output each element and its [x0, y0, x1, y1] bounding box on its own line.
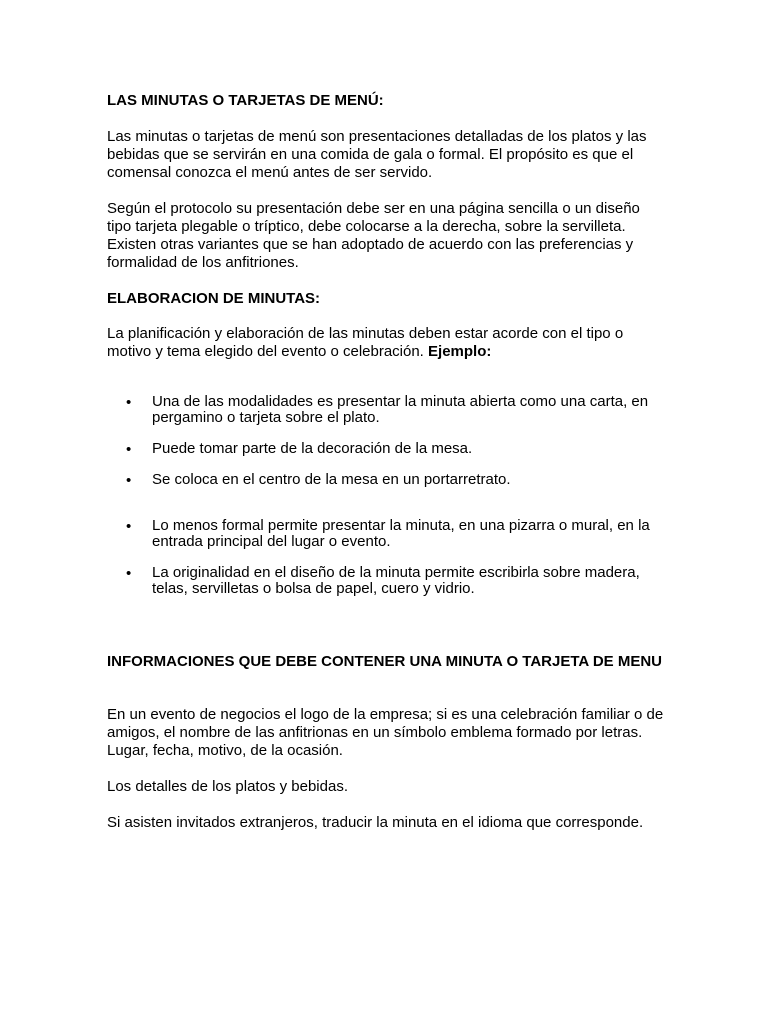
paragraph-definicion: Las minutas o tarjetas de menú son presentaciones detalladas de los platos y las bebidas que se servirán en una comida de gala o formal. El propósito es que el comensal conozca el menú antes de ser servido.: [107, 128, 647, 181]
bullet-icon: •: [126, 565, 132, 582]
paragraph-invitados: Si asisten invitados extranjeros, traducir la minuta en el idioma que corresponde.: [107, 814, 644, 831]
section-title-informaciones: INFORMACIONES QUE DEBE CONTENER UNA MINUTA O TARJETA DE MENU: [107, 653, 663, 670]
ejemplo-label: Ejemplo:: [428, 343, 492, 360]
paragraph-detalles: Los detalles de los platos y bebidas.: [107, 778, 348, 795]
list-item-text: Puede tomar parte de la decoración de la mesa.: [152, 440, 473, 457]
paragraph-planificacion: [107, 325, 667, 361]
list-item-text: La originalidad en el diseño de la minuta permite escribirla sobre madera, telas, servilletas o bolsa de papel, cuero y vidrio.: [152, 564, 640, 597]
paragraph-protocolo: Según el protocolo su presentación debe ser en una página sencilla o un diseño tipo tarjeta plegable o tríptico, debe colocarse a la derecha, sobre la servilleta. Existen otras variantes que se han adoptado de acuerdo con las preferencias y formalidad de los anfitriones.: [107, 200, 640, 271]
section-title-minutas: LAS MINUTAS O TARJETAS DE MENÚ:: [107, 92, 384, 109]
bullet-icon: •: [126, 441, 132, 458]
list-item-text: Una de las modalidades es presentar la minuta abierta como una carta, en pergamino o tarjeta sobre el plato.: [152, 393, 649, 426]
bullet-icon: •: [126, 472, 132, 489]
paragraph-evento: En un evento de negocios el logo de la empresa; si es una celebración familiar o de amigos, el nombre de las anfitrionas en un símbolo emblema formado por letras. Lugar, fecha, motivo, de la ocasión.: [107, 706, 664, 759]
bullet-icon: •: [126, 394, 132, 411]
list-item-text: Se coloca en el centro de la mesa en un portarretrato.: [152, 471, 511, 488]
bullet-icon: •: [126, 518, 132, 535]
section-title-elaboracion: ELABORACION DE MINUTAS:: [107, 290, 321, 307]
paragraph-planificacion-text: La planificación y elaboración de las minutas deben estar acorde con el tipo o motivo y tema elegido del evento o celebración.: [107, 325, 624, 360]
list-item-text: Lo menos formal permite presentar la minuta, en una pizarra o mural, en la entrada principal del lugar o evento.: [152, 517, 650, 550]
